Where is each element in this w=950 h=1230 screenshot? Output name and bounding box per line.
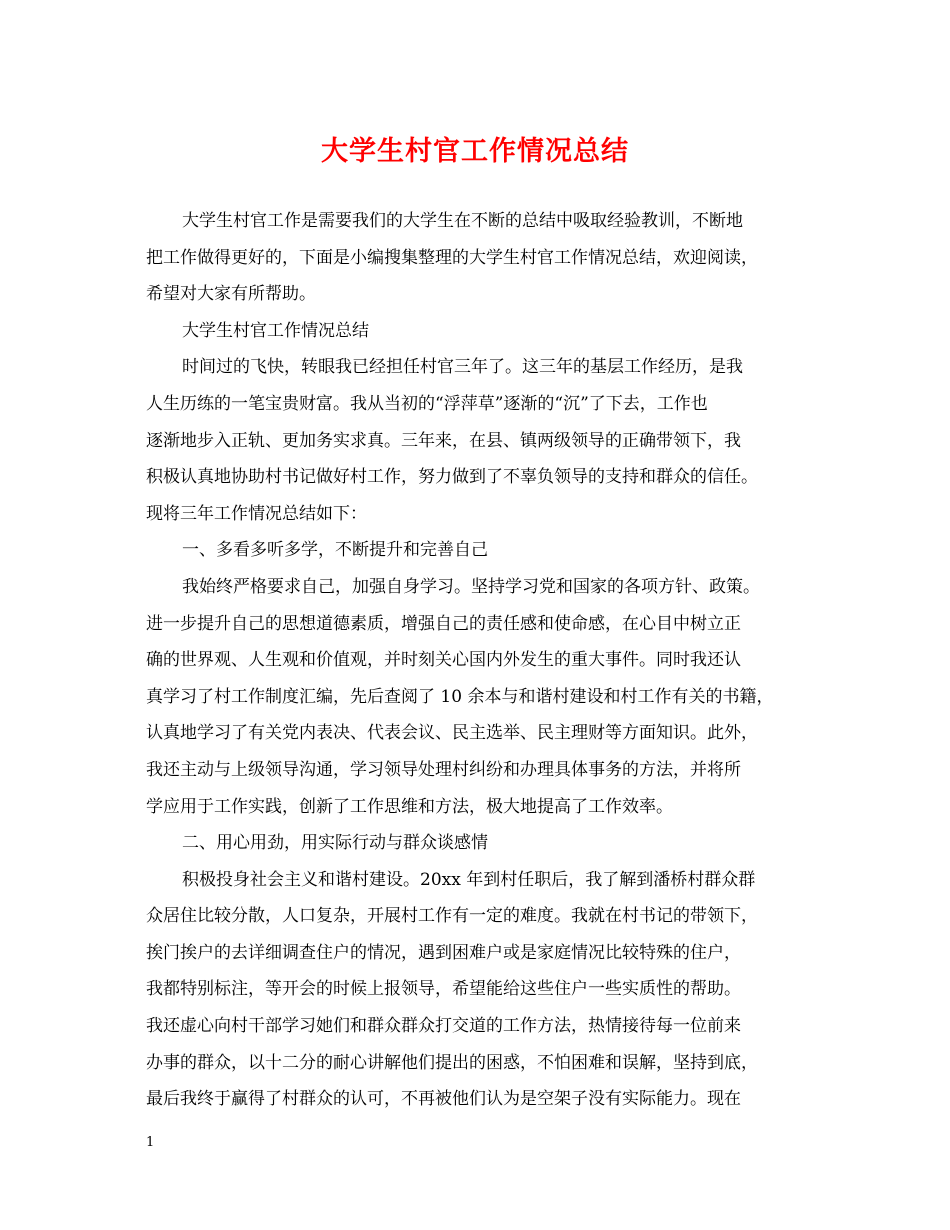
text-line: 二、用心用劲，用实际行动与群众谈感情 [182, 833, 488, 854]
text-line: 大学生村官工作是需要我们的大学生在不断的总结中吸取经验教训，不断地 [182, 211, 743, 231]
text-line: 人生历练的一笔宝贵财富。我从当初的“浮萍草”逐渐的“沉”了下去，工作也 [146, 393, 708, 414]
text-line: 时间过的飞快，转眼我已经担任村官三年了。这三年的基层工作经历，是我 [182, 357, 743, 378]
text-line: 办事的群众，以十二分的耐心讲解他们提出的困惑，不怕困难和误解，坚持到底， [146, 1052, 758, 1073]
text-line: 最后我终于赢得了村群众的认可，不再被他们认为是空架子没有实际能力。现在 [146, 1089, 741, 1110]
text-line: 我还主动与上级领导沟通，学习领导处理村纠纷和办理具体事务的方法，并将所 [146, 759, 741, 780]
text-line: 学应用于工作实践，创新了工作思维和方法，极大地提高了工作效率。 [146, 796, 673, 817]
text-line: 我还虚心向村干部学习她们和群众群众打交道的工作方法，热情接待每一位前来 [146, 1016, 741, 1037]
text-line: 现将三年工作情况总结如下： [146, 503, 367, 524]
text-line: 我始终严格要求自己，加强自身学习。坚持学习党和国家的各项方针、政策。 [182, 576, 760, 597]
text-line: 我都特别标注，等开会的时候上报领导，希望能给这些住户一些实质性的帮助。 [146, 979, 741, 1000]
text-line: 挨门挨户的去详细调查住户的情况，遇到困难户或是家庭情况比较特殊的住户， [146, 942, 741, 963]
document-body [146, 203, 806, 1118]
text-line: 大学生村官工作情况总结 [182, 320, 369, 341]
text-line: 一、多看多听多学，不断提升和完善自己 [182, 540, 488, 561]
text-line: 积极投身社会主义和谐村建设。20xx 年到村任职后，我了解到潘桥村群众群 [182, 869, 756, 890]
text-line: 真学习了村工作制度汇编，先后查阅了 10 余本与和谐村建设和村工作有关的书籍， [146, 686, 774, 707]
text-line: 认真地学习了有关党内表决、代表会议、民主选举、民主理财等方面知识。此外， [146, 723, 758, 744]
text-line: 确的世界观、人生观和价值观，并时刻关心国内外发生的重大事件。同时我还认 [146, 650, 741, 671]
text-line: 希望对大家有所帮助。 [146, 284, 316, 305]
text-line: 积极认真地协助村书记做好村工作，努力做到了不辜负领导的支持和群众的信任。 [146, 467, 758, 488]
page-number: 1 [146, 1135, 155, 1150]
text-line: 把工作做得更好的，下面是小编搜集整理的大学生村官工作情况总结，欢迎阅读， [146, 247, 758, 268]
document-title: 大学生村官工作情况总结 [321, 136, 629, 167]
text-line: 进一步提升自己的思想道德素质，增强自己的责任感和使命感，在心目中树立正 [146, 613, 741, 634]
text-line: 逐渐地步入正轨、更加务实求真。三年来，在县、镇两级领导的正确带领下，我 [146, 430, 741, 451]
text-line: 众居住比较分散，人口复杂，开展村工作有一定的难度。我就在村书记的带领下， [146, 906, 758, 927]
